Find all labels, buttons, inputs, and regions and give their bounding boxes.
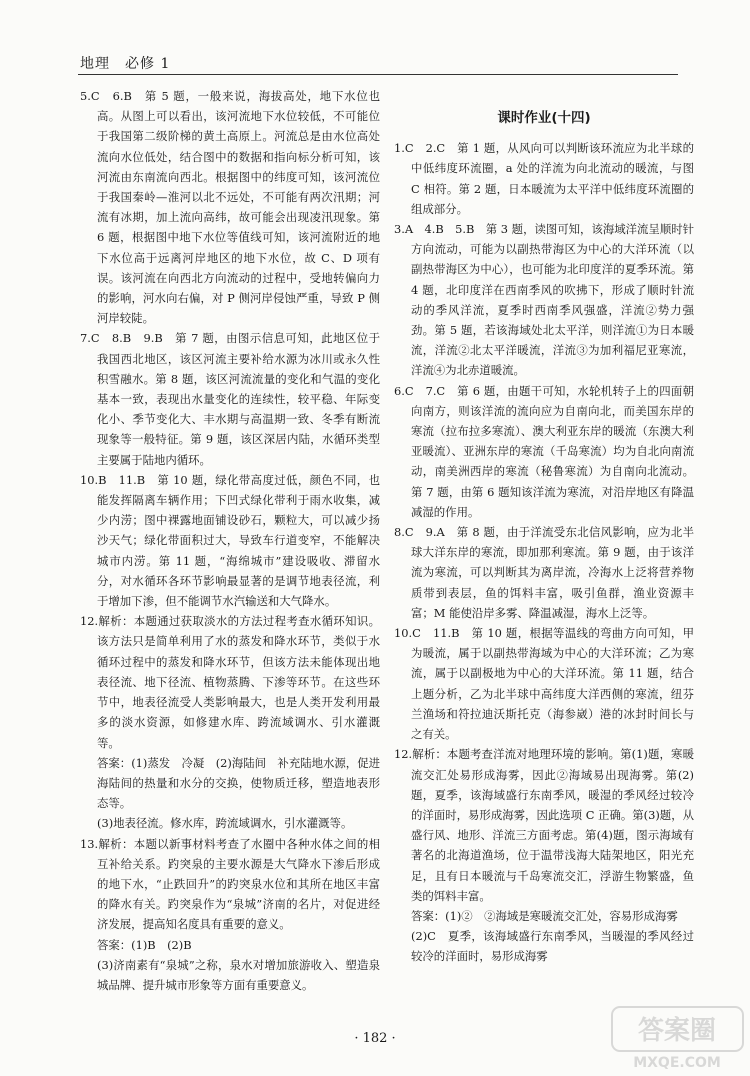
- question-item: 1.C 2.C 第 1 题，从风向可以判断该环流应为北半球的中低纬度环流圈，a 处的洋流为向北流动的暖流，与图 C 相符。第 2 题，日本暖流为太平洋中低纬度环流圈的组成部分。: [394, 141, 694, 216]
- question-item: 8.C 9.A 第 8 题，由于洋流受东北信风影响，应为北半球大洋东岸的寒流，即加那利寒流。第 9 题，由于该洋流为寒流，可以判断其为离岸流，冷海水上泛将营养物质带到表层，鱼的饵料丰富，吸引鱼群，渔业资源丰富；M 能使沿岸多雾、降温减湿，海水上泛等。: [394, 525, 694, 620]
- question-item: 12.解析：本题通过获取淡水的方法过程考查水循环知识。该方法只是简单利用了水的蒸发和降水环节，类似于水循环过程中的蒸发和降水环节，但该方法未能体现出地表径流、地下径流、植物蒸腾、下渗等环节。在这些环节中，地表径流受人类影响最大，也是人类开发利用最多的淡水资源，如修建水库、跨流域调水、引水灌溉等。: [80, 614, 380, 750]
- answer-line: 答案：(1)蒸发 冷凝 (2)海陆间 补充陆地水源，促进海陆间的热量和水分的交换，使物质迁移，塑造地表形态等。: [97, 755, 380, 811]
- question-item: 3.A 4.B 5.B 第 3 题，读图可知，该海域洋流呈顺时针方向流动，可能为以副热带海区为中心的大洋环流（以副热带海区为中心），也可能为北印度洋的夏季环流。第 4 题，北印度洋在西南季风的吹拂下，形成了顺时针流动的季风洋流，夏季时西南季风强盛，洋流②势力强劲。第 5 题，若该海域处北太平洋，则洋流①为日本暖流，洋流②北太平洋暖流，洋流③为加利福尼亚寒流，洋流④为北赤道暖流。: [394, 222, 694, 378]
- left-column: [80, 86, 380, 995]
- question-item: 13.解析：本题以新事材料考查了水圈中各种水体之间的相互补给关系。趵突泉的主要水源是大气降水下渗后形成的地下水，“止跌回升”的趵突泉水位和其所在地区丰富的降水有关。趵突泉作为“泉城”济南的名片，对促进经济发展，提高知名度具有重要的意义。: [80, 836, 380, 932]
- answer-line: 答案：(1)② ②海域是寒暖流交汇处，容易形成海雾: [411, 908, 678, 923]
- question-item: 10.B 11.B 第 10 题，绿化带高度过低，颜色不同，也能发挥隔离车辆作用；下凹式绿化带利于雨水收集，减少内涝；图中裸露地面铺设砂石，颗粒大，可以减少扬沙天气；绿化带面积过大，导致车行道变窄，不能解决城市内涝。第 11 题，“海绵城市”建设吸收、滞留水分，对水循环各环节影响最显著的是调节地表径流，利于增加下渗，但不能调节水汽输送和大气降水。: [80, 472, 380, 609]
- question-item: 7.C 8.B 9.B 第 7 题，由图示信息可知，此地区位于我国西北地区，该区河流主要补给水源为冰川或永久性积雪融水。第 8 题，该区河流流量的变化和气温的变化基本一致，表现出水量变化的连续性，较平稳、年际变化小、季节变化大、丰水期与高温期一致、冬季有断流现象等一般特征。第 9 题，该区深居内陆，水循环类型主要属于陆地内循环。: [80, 331, 380, 467]
- right-column: [394, 86, 694, 967]
- page-header: 地理 必修 1: [80, 56, 171, 72]
- svg-text:答案圈: 答案圈: [637, 1016, 717, 1046]
- question-item: 5.C 6.B 第 5 题，一般来说，海拔高处，地下水位也高。从图上可以看出，该河流地下水位较低，不可能位于我国第二级阶梯的黄土高原上。河流总是由水位高处流向水位低处，结合图中的数据和指向标分析可知，该河流由东南流向西北。根据图中的纬度可知，该河流位于我国秦岭—淮河以北不远处，不可能有两次汛期；河流有冰期，加上流向高纬，故可能会出现凌汛现象。第 6 题，根据图中地下水位等值线可知，该河流附近的地下水位高于远离河岸地区的地下水位，故 C、D 项有误。该河流在向西北方向流动的过程中，受地转偏向力的影响，河水向右偏，对 P 侧河岸侵蚀严重，导致 P 侧河岸较陡。: [80, 89, 380, 326]
- question-item: 6.C 7.C 第 6 题，由题干可知，水轮机转子上的四面朝向南方，则该洋流的流向应为自南向北，而美国东岸的寒流（拉布拉多寒流）、澳大利亚东岸的暖流（东澳大利亚暖流）、亚洲东岸的寒流（千岛寒流）均为自北向南流动，南美洲西岸的寒流（秘鲁寒流）为自南向北流动。第 7 题，由第 6 题知该洋流为寒流，对沿岸地区有降温减湿的作用。: [394, 383, 694, 519]
- section-title: 课时作业(十四): [497, 110, 591, 126]
- watermark-logo: [610, 1005, 745, 1071]
- answer-line: (3)济南素有“泉城”之称，泉水对增加旅游收入、塑造泉城品牌、提升城市形象等方面有重要意义。: [97, 957, 380, 992]
- answer-line: (2)C 夏季，该海域盛行东南季风，当暖湿的季风经过较冷的洋面时，易形成海雾: [411, 929, 694, 964]
- right-column-body: [394, 138, 694, 966]
- answer-line: (3)地表径流。修水库，跨流域调水，引水灌溉等。: [97, 816, 353, 831]
- svg-text:MXQE.COM: MXQE.COM: [633, 1055, 721, 1071]
- question-item: 12.解析：本题考查洋流对地理环境的影响。第(1)题，寒暖流交汇处易形成海雾，因此②海域易出现海雾。第(2)题，夏季，该海域盛行东南季风，暖湿的季风经过较冷的洋面时，易形成海雾，因此选项 C 正确。第(3)题，从盛行风、地形、洋流三方面考虑。第(4)题，图示海域有著名的北海道渔场，位于温带浅海大陆架地区，阳光充足，且有日本暖流与千岛寒流交汇，浮游生物繁盛，鱼类的饵料丰富。: [394, 747, 694, 903]
- answer-line: 答案：(1)B (2)B: [97, 937, 192, 952]
- header-rule: [78, 74, 678, 75]
- question-item: 10.C 11.B 第 10 题，根据等温线的弯曲方向可知，甲为暖流，属于以副热带海域为中心的大洋环流；乙为寒流，属于以副极地为中心的大洋环流。第 11 题，结合上题分析，乙为北半球中高纬度大洋西侧的寒流，纽芬兰渔场和符拉迪沃斯托克（海参崴）港的冰封时间长与之有关。: [394, 626, 694, 742]
- page-number: · 182 ·: [354, 1031, 396, 1046]
